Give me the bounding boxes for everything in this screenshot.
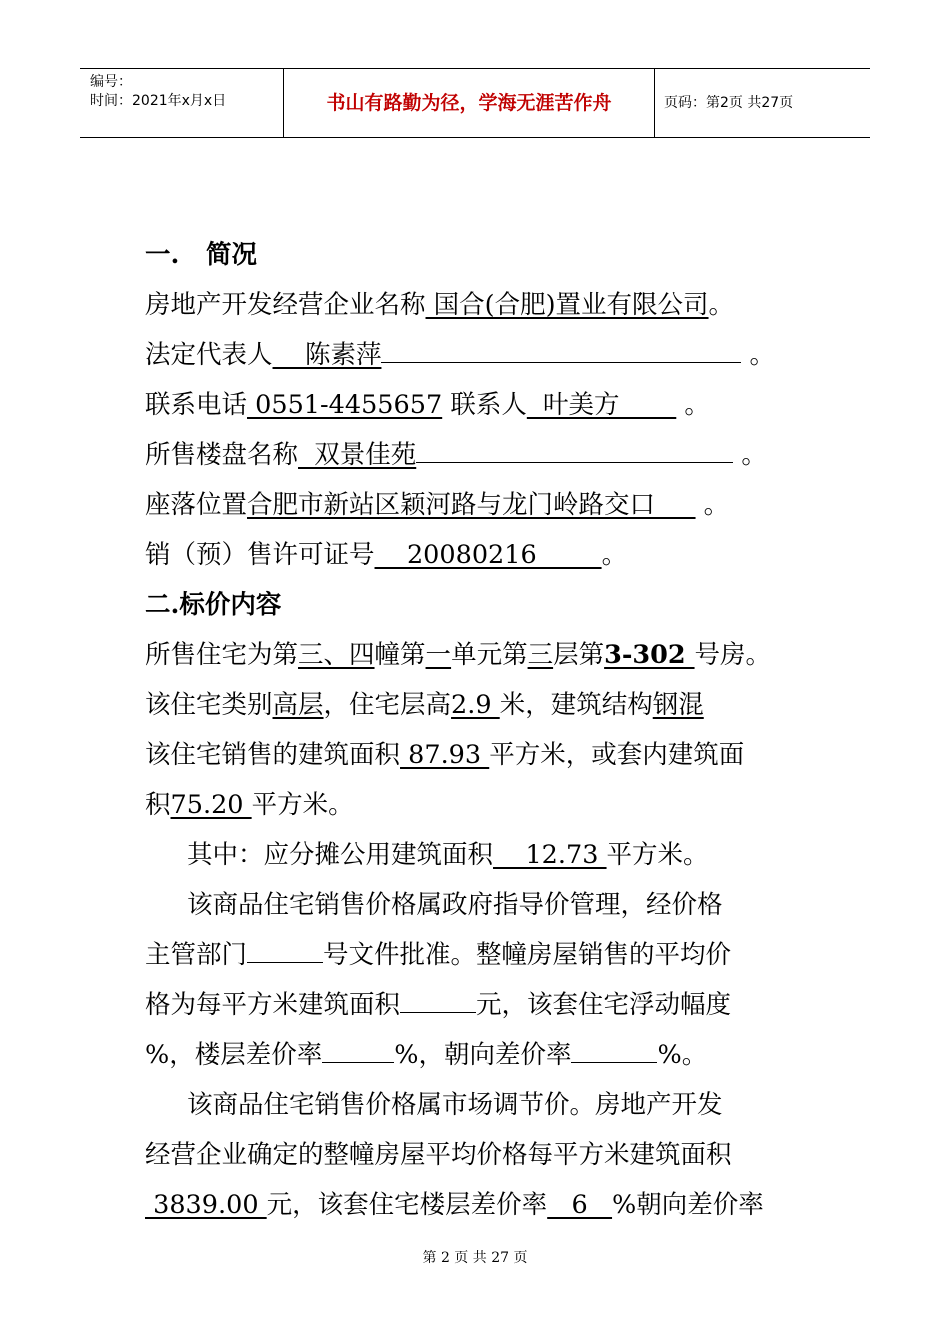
shared-area-value: 12.73 bbox=[493, 840, 607, 870]
contact-label: 联系人 bbox=[450, 390, 527, 420]
structure-value: 钢混 bbox=[652, 690, 704, 720]
serial-label: 编号： bbox=[90, 74, 132, 90]
location-label: 座落位置 bbox=[145, 490, 248, 520]
gov-text-4c: %。 bbox=[657, 1040, 708, 1070]
area-line bbox=[145, 730, 815, 780]
avg-price-blank bbox=[400, 981, 476, 1013]
building-area-value: 87.93 bbox=[400, 740, 490, 770]
room-value: 3-302 bbox=[604, 640, 695, 670]
gov-text-3a: 格为每平方米建筑面积 bbox=[145, 990, 401, 1020]
page-header bbox=[80, 68, 870, 138]
time-label: 时间：2021年x月x日 bbox=[90, 93, 227, 109]
shared-area-line bbox=[145, 830, 815, 880]
inner-text-2: 平方米。 bbox=[251, 790, 354, 820]
permit-line: 销（预）售许可证号 20080216 。 bbox=[145, 540, 628, 570]
gov-text-2a: 主管部门 bbox=[145, 940, 248, 970]
document-number-blank bbox=[247, 931, 323, 963]
header-meta bbox=[80, 69, 283, 137]
contact-value: 叶美方 bbox=[526, 390, 677, 420]
house-text-4: 层第 bbox=[553, 640, 605, 670]
area-text-1: 该住宅销售的建筑面积 bbox=[145, 740, 401, 770]
permit-value: 20080216 bbox=[374, 540, 602, 570]
representative-value: 陈素萍 bbox=[272, 340, 382, 370]
unit-value: 一 bbox=[425, 640, 452, 670]
type-text-3: 米，建筑结构 bbox=[499, 690, 653, 720]
page-footer: 第 2 页 共 27 页 bbox=[422, 1250, 528, 1266]
floor-diff-blank bbox=[322, 1031, 394, 1063]
market-para-line-2: 经营企业确定的整幢房屋平均价格每平方米建筑面积 bbox=[145, 1140, 732, 1170]
location-value: 合肥市新站区颖河路与龙门岭路交口 bbox=[247, 490, 696, 520]
gov-para-line-4 bbox=[145, 1030, 815, 1080]
height-value: 2.9 bbox=[451, 690, 500, 720]
type-text-2: ，住宅层高 bbox=[323, 690, 452, 720]
gov-text-4a: %，楼层差价率 bbox=[145, 1040, 323, 1070]
house-text-3: 单元第 bbox=[451, 640, 528, 670]
gov-text-4b: %，朝向差价率 bbox=[394, 1040, 572, 1070]
project-blank bbox=[416, 431, 733, 463]
location-line: 座落位置合肥市新站区颖河路与龙门岭路交口 。 bbox=[145, 490, 730, 520]
phone-line: 联系电话 0551-4455657 联系人 叶美方 。 bbox=[145, 390, 710, 420]
house-text-5: 号房。 bbox=[694, 640, 772, 670]
house-text-1: 所售住宅为第 bbox=[145, 640, 299, 670]
inner-area-line bbox=[145, 780, 815, 830]
representative-line: 法定代表人 陈素萍 。 bbox=[145, 330, 815, 380]
category-value: 高层 bbox=[272, 690, 324, 720]
house-text-2: 幢第 bbox=[374, 640, 426, 670]
representative-blank bbox=[381, 331, 741, 363]
area-text-2: 平方米，或套内建筑面 bbox=[489, 740, 745, 770]
house-line bbox=[145, 630, 815, 680]
project-value: 双景佳苑 bbox=[298, 440, 417, 470]
project-line: 所售楼盘名称 双景佳苑 。 bbox=[145, 430, 815, 480]
representative-label: 法定代表人 bbox=[145, 340, 273, 370]
company-label: 房地产开发经营企业名称 bbox=[145, 290, 426, 320]
company-line: 房地产开发经营企业名称 国合(合肥)置业有限公司。 bbox=[145, 290, 735, 320]
project-label: 所售楼盘名称 bbox=[145, 440, 299, 470]
section-title-overview: 一. 简况 bbox=[145, 240, 258, 270]
inner-area-value: 75.20 bbox=[170, 790, 252, 820]
building-value: 三、四 bbox=[298, 640, 375, 670]
header-page-info: 页码：第2页 共27页 bbox=[664, 95, 794, 111]
type-line bbox=[145, 680, 815, 730]
phone-label: 联系电话 bbox=[145, 390, 248, 420]
permit-label: 销（预）售许可证号 bbox=[145, 540, 375, 570]
floor-rate-value: 6 bbox=[547, 1190, 613, 1220]
shared-text-2: 平方米。 bbox=[606, 840, 709, 870]
gov-text-2b: 号文件批准。整幢房屋销售的平均价 bbox=[323, 940, 732, 970]
shared-text-1: 其中：应分摊公用建筑面积 bbox=[187, 840, 494, 870]
phone-value: 0551-4455657 bbox=[247, 390, 443, 420]
orientation-diff-blank bbox=[571, 1031, 657, 1063]
company-value: 国合(合肥)置业有限公司 bbox=[425, 290, 709, 320]
header-motto: 书山有路勤为径，学海无涯苦作舟 bbox=[283, 69, 655, 137]
gov-text-3b: 元，该套住宅浮动幅度 bbox=[476, 990, 732, 1020]
avg-price-value: 3839.00 bbox=[145, 1190, 267, 1220]
market-text-3a: 元，该套住宅楼层差价率 bbox=[266, 1190, 548, 1220]
document-body bbox=[145, 230, 815, 1230]
market-para-line-1: 该商品住宅销售价格属市场调节价。房地产开发 bbox=[187, 1090, 723, 1120]
section-title-pricing: 二.标价内容 bbox=[145, 590, 282, 620]
gov-para-line-3 bbox=[145, 980, 815, 1030]
inner-text-1: 积 bbox=[145, 790, 171, 820]
gov-para-line-2 bbox=[145, 930, 815, 980]
market-text-3b: %朝向差价率 bbox=[612, 1190, 764, 1220]
floor-value: 三 bbox=[527, 640, 554, 670]
gov-para-line-1: 该商品住宅销售价格属政府指导价管理，经价格 bbox=[187, 890, 723, 920]
type-text-1: 该住宅类别 bbox=[145, 690, 273, 720]
market-para-line-3 bbox=[145, 1180, 815, 1230]
